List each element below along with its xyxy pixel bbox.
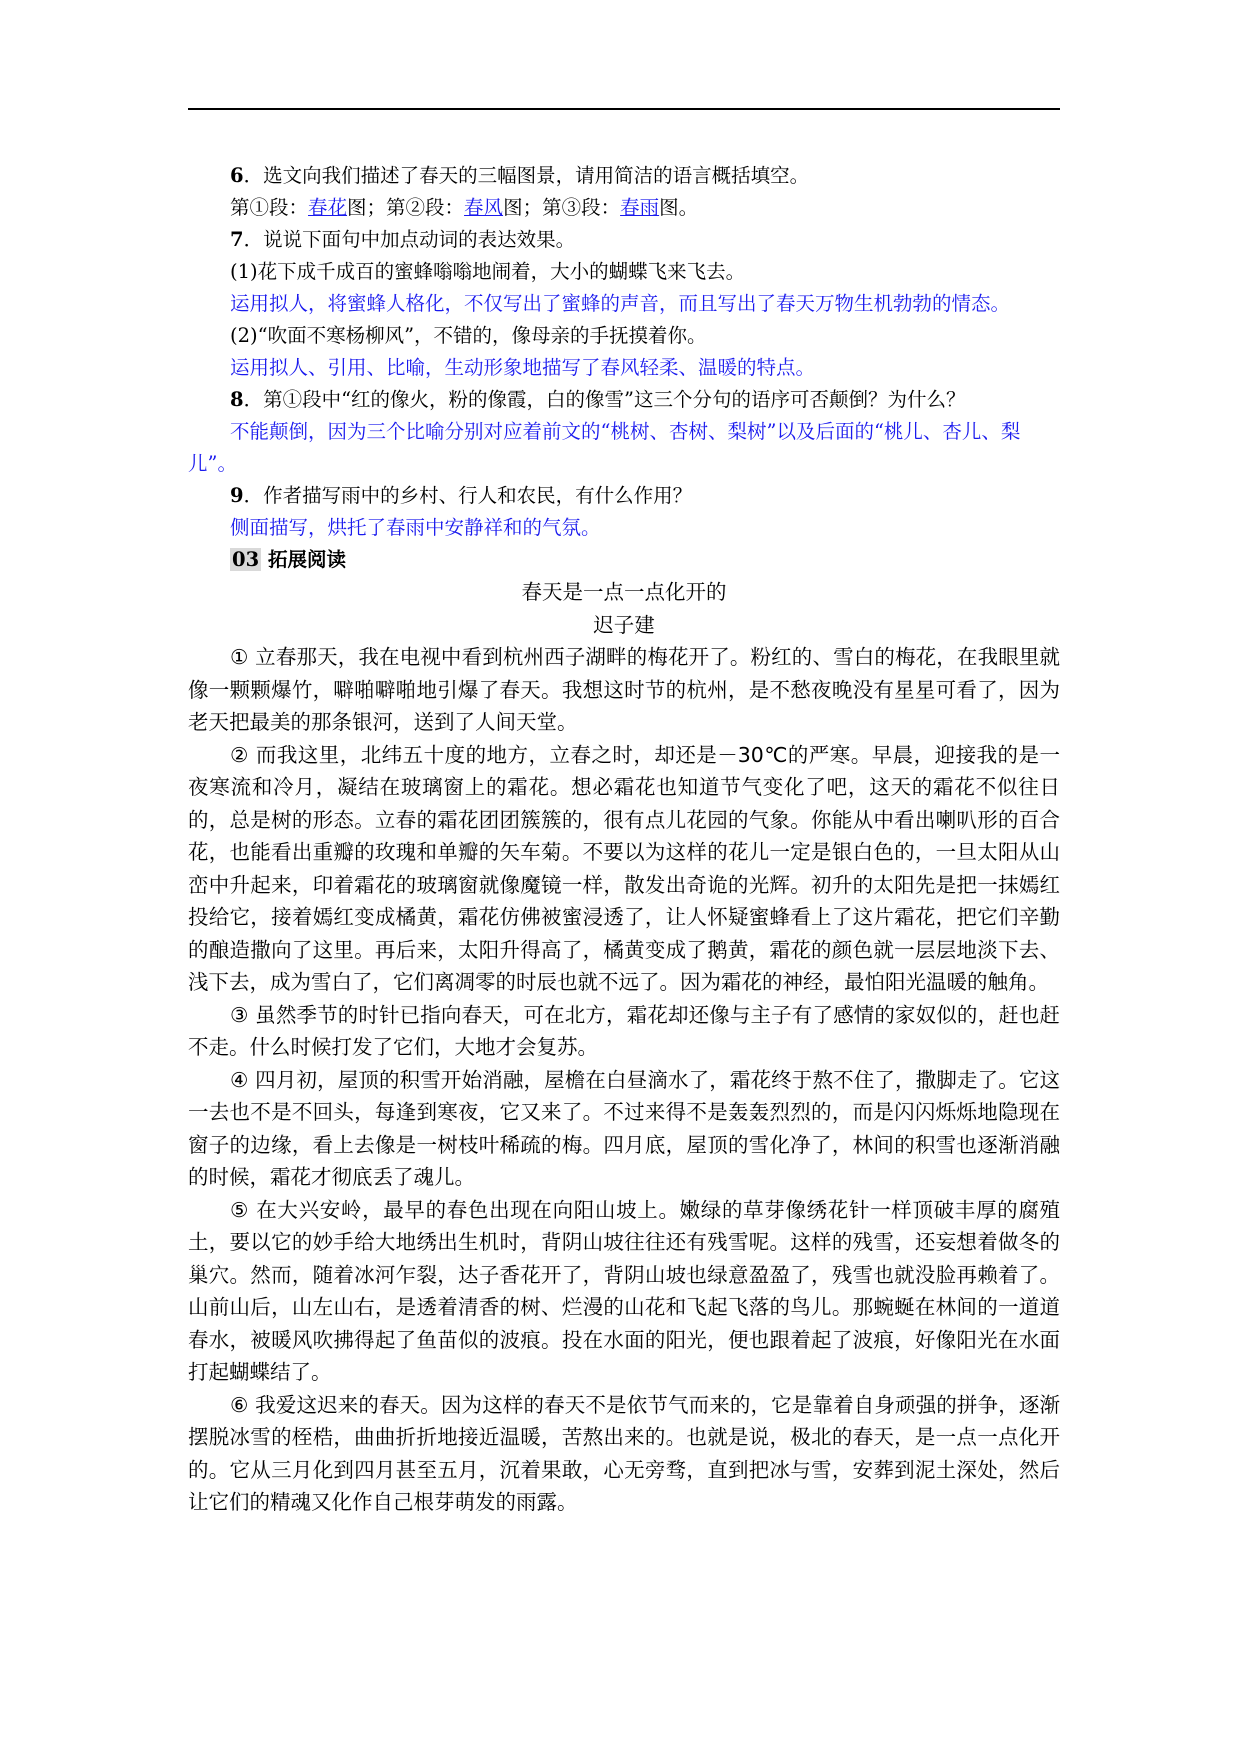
- question-6-fill: [188, 192, 1060, 224]
- question-number: 6: [230, 164, 244, 187]
- article-paragraph: ④ 四月初，屋顶的积雪开始消融，屋檐在白昼滴水了，霜花终于熬不住了，撒脚走了。它这一去也不是不回头，每逢到寒夜，它又来了。不过来得不是轰轰烈烈的，而是闪闪烁烁地隐现在窗子的边缘，看上去像是一树枝叶稀疏的梅。四月底，屋顶的雪化净了，林间的积雪也逐渐消融的时候，霜花才彻底丢了魂儿。: [188, 1067, 1060, 1189]
- question-8: [188, 384, 1060, 416]
- question-7: [188, 224, 1060, 256]
- answer-blank-3: 春雨: [620, 196, 660, 219]
- question-6: [188, 160, 1060, 192]
- article-paragraph: ⑥ 我爱这迟来的春天。因为这样的春天不是依节气而来的，它是靠着自身顽强的拼争，逐渐摆脱冰雪的桎梏，曲曲折折地接近温暖，苦熬出来的。也就是说，极北的春天，是一点一点化开的。它从三月化到四月甚至五月，沉着果敢，心无旁骛，直到把冰与雪，安葬到泥土深处，然后让它们的精魂又化作自己根芽萌发的雨露。: [188, 1392, 1060, 1514]
- question-text: ．第①段中“红的像火，粉的像霞，白的像雪”这三个分句的语序可否颠倒？为什么？: [243, 388, 966, 411]
- article-paragraph: ② 而我这里，北纬五十度的地方，立春之时，却还是－30℃的严寒。早晨，迎接我的是一夜寒流和冷月，凝结在玻璃窗上的霜花。想必霜花也知道节气变化了吧，这天的霜花不似往日的，总是树的形态。立春的霜花团团簇簇的，很有点儿花园的气象。你能从中看出喇叭形的百合花，也能看出重瓣的玫瑰和单瓣的矢车菊。不要以为这样的花儿一定是银白色的，一旦太阳从山峦中升起来，印着霜花的玻璃窗就像魔镜一样，散发出奇诡的光辉。初升的太阳先是把一抹嫣红投给它，接着嫣红变成橘黄，霜花仿佛被蜜浸透了，让人怀疑蜜蜂看上了这片霜花，把它们辛勤的酿造撒向了这里。再后来，太阳升得高了，橘黄变成了鹅黄，霜花的颜色就一层层地淡下去、浅下去，成为雪白了，它们离凋零的时辰也就不远了。因为霜花的神经，最怕阳光温暖的触角。: [188, 742, 1060, 994]
- answer-7-2: 运用拟人、引用、比喻，生动形象地描写了春风轻柔、温暖的特点。: [230, 356, 816, 379]
- worksheet-content: [188, 160, 1060, 1519]
- question-7-sub-1: (1)花下成千成百的蜜蜂嗡嗡地闹着，大小的蝴蝶飞来飞去。: [230, 260, 746, 283]
- header-rule: [188, 108, 1060, 110]
- question-text: ．作者描写雨中的乡村、行人和农民，有什么作用？: [243, 484, 693, 507]
- question-9: [188, 480, 1060, 512]
- answer-blank-1: 春花: [308, 196, 348, 219]
- question-7-sub-2: (2)“吹面不寒杨柳风”，不错的，像母亲的手抚摸着你。: [230, 324, 707, 347]
- answer-7-1: 运用拟人，将蜜蜂人格化，不仅写出了蜜蜂的声音，而且写出了春天万物生机勃勃的情态。: [230, 292, 1011, 315]
- question-number: 9: [230, 484, 244, 507]
- question-number: 8: [230, 388, 244, 411]
- section-label: 拓展阅读: [267, 548, 346, 571]
- fill-label: 图。: [659, 196, 699, 219]
- answer-blank-2: 春风: [464, 196, 504, 219]
- article: [188, 576, 1060, 1519]
- article-paragraph: ③ 虽然季节的时针已指向春天，可在北方，霜花却还像与主子有了感情的家奴似的，赶也赶不走。什么时候打发了它们，大地才会复苏。: [188, 1002, 1060, 1059]
- section-number: 03: [232, 548, 260, 571]
- question-text: ．选文向我们描述了春天的三幅图景，请用简洁的语言概括填空。: [243, 164, 810, 187]
- fill-label: 图；第②段：: [347, 196, 465, 219]
- answer-8: 不能颠倒，因为三个比喻分别对应着前文的“桃树、杏树、梨树”以及后面的“桃儿、杏儿、梨儿”。: [188, 420, 1021, 475]
- question-text: ．说说下面句中加点动词的表达效果。: [243, 228, 576, 251]
- article-paragraph: ⑤ 在大兴安岭，最早的春色出现在向阳山坡上。嫩绿的草芽像绣花针一样顶破丰厚的腐殖土，要以它的妙手给大地绣出生机时，背阴山坡往往还有残雪呢。这样的残雪，还妄想着做冬的巢穴。然而，随着冰河乍裂，达子香花开了，背阴山坡也绿意盈盈了，残雪也就没脸再赖着了。山前山后，山左山右，是透着清香的树、烂漫的山花和飞起飞落的鸟儿。那蜿蜒在林间的一道道春水，被暖风吹拂得起了鱼苗似的波痕。投在水面的阳光，便也跟着起了波痕，好像阳光在水面打起蝴蝶结了。: [188, 1197, 1060, 1384]
- article-author: 迟子建: [593, 612, 655, 637]
- article-title: 春天是一点一点化开的: [521, 580, 727, 604]
- fill-label: 图；第③段：: [503, 196, 621, 219]
- question-number: 7: [230, 228, 244, 251]
- answer-9: 侧面描写，烘托了春雨中安静祥和的气氛。: [230, 516, 601, 539]
- fill-label: 第①段：: [230, 196, 309, 219]
- section-heading: [188, 544, 1060, 576]
- article-paragraph: ① 立春那天，我在电视中看到杭州西子湖畔的梅花开了。粉红的、雪白的梅花，在我眼里就像一颗颗爆竹，噼啪噼啪地引爆了春天。我想这时节的杭州，是不愁夜晚没有星星可看了，因为老天把最美的那条银河，送到了人间天堂。: [188, 645, 1060, 734]
